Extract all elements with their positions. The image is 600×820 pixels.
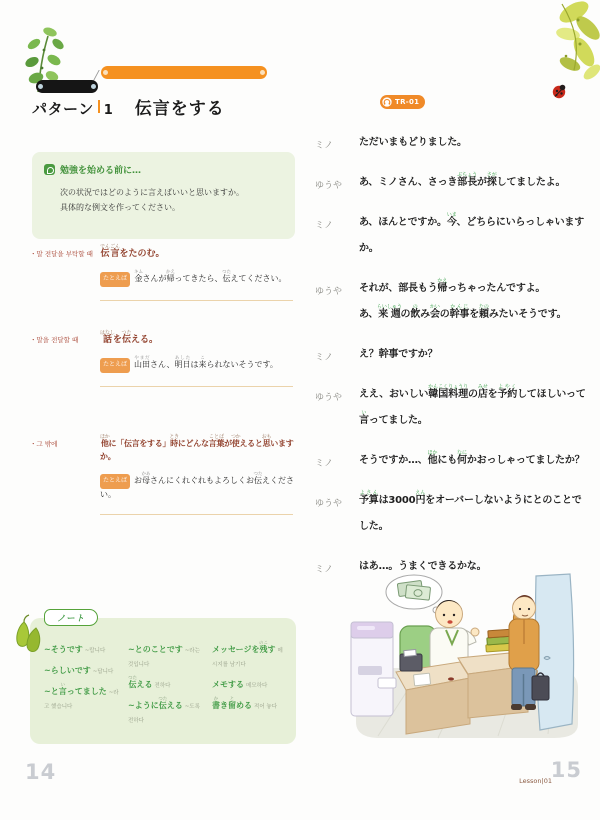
note-item [44, 663, 120, 677]
section-phrase: 他ほかに「伝言をする」時ときにどんな言葉ことばが使つかえると思おもいますか。 [100, 434, 294, 461]
note-tab: ノート [44, 609, 98, 626]
dialogue-turn [315, 130, 587, 156]
page-number-left: 14 [25, 760, 57, 784]
note-item [128, 698, 204, 726]
dialogue-speaker: ゆうや [315, 287, 343, 297]
section-korean-label: ・그 밖에 [30, 440, 58, 448]
dialogue-turn [315, 170, 587, 196]
title-divider [98, 100, 100, 113]
dialogue-turn [315, 276, 587, 328]
dialogue-turn [315, 342, 587, 368]
note-item [128, 677, 204, 691]
pattern-label: パターン [32, 100, 94, 118]
section-korean-label: ・말을 전달할 때 [30, 336, 79, 344]
lesson-label: Lesson|01 [519, 777, 552, 785]
dialogue-turn [315, 382, 587, 434]
example-badge: たとえば [100, 474, 130, 489]
note-column [44, 642, 120, 733]
note-japanese: ~ように伝つたえる [128, 697, 183, 710]
note-item [212, 698, 288, 712]
note-item [44, 642, 120, 656]
note-japanese: メモする [212, 680, 244, 689]
example-badge: たとえば [100, 272, 130, 287]
note-japanese: ~と言いってました [44, 683, 107, 696]
dialogue-turn [315, 210, 587, 262]
intro-box [32, 152, 295, 239]
page-number-right: 15 [550, 758, 582, 782]
pattern-section [30, 434, 296, 515]
note-column [212, 642, 288, 733]
note-box [30, 613, 296, 744]
note-item [128, 642, 204, 670]
headphones-icon [382, 97, 392, 107]
note-korean: 메모하다 [246, 683, 268, 689]
note-japanese: ~そうです [44, 645, 83, 654]
pattern-section [30, 244, 296, 301]
dialogue-speaker: ミノ [315, 221, 334, 231]
dialogue-speaker: ミノ [315, 353, 334, 363]
note-item [44, 684, 120, 712]
section-example: たとえば お母かあさんにくれぐれもよろしくお伝つたえください。 [100, 472, 295, 499]
intro-line: 次の状況ではどのように言えばいいと思いますか。 [60, 188, 244, 197]
note-korean: ~라는 것입니다 [128, 648, 200, 668]
note-korean: ~라고 했습니다 [44, 690, 119, 710]
note-korean: 적어 놓다 [254, 704, 278, 710]
section-phrase: 話はなしを伝つたえる。 [100, 330, 159, 345]
note-japanese: 伝つたえる [128, 676, 153, 689]
section-example: たとえば 山田やまださん、明日あしたは来こられないそうです。 [100, 356, 296, 373]
writing-line [100, 514, 293, 515]
page-title [32, 94, 225, 119]
note-japanese: ~とのことです [128, 645, 183, 654]
section-korean-label: ・말 전달을 부탁할 때 [30, 250, 93, 258]
note-japanese: メッセージを残のこす [212, 641, 276, 654]
pattern-number: 1 [103, 103, 113, 118]
note-korean: ~도록 전하다 [128, 704, 200, 724]
dialogue-speaker: ゆうや [315, 499, 343, 509]
intro-line: 具体的な例文を作ってください。 [60, 203, 180, 212]
writing-line [100, 300, 293, 301]
pattern-title: 伝言をする [134, 99, 225, 119]
header-bar-orange [101, 66, 267, 79]
pattern-section [30, 330, 296, 387]
dialogue-line: え？幹事ですか？ [359, 349, 438, 360]
dialogue-line: そうですか…、他ほかにも何なにかおっしゃってましたか？ [359, 450, 585, 466]
dialogue-speaker: ミノ [315, 459, 334, 469]
dialogue-turn [315, 488, 587, 540]
note-japanese: 書かき留とめる [212, 697, 252, 710]
ladybug-icon [551, 83, 568, 100]
note-korean: 전하다 [154, 683, 171, 689]
dialogue-line: はあ…。うまくできるかな。 [359, 561, 487, 572]
dialogue-turn [315, 448, 587, 474]
note-japanese: ~らしいです [44, 666, 91, 675]
section-phrase: 伝言でんごんをたのむ。 [100, 244, 165, 259]
dialogue-line: 言いってました。 [359, 410, 428, 426]
note-korean: ~답니다 [92, 669, 114, 675]
dialogue-line: ただいまもどりました。 [359, 137, 467, 148]
audio-track-badge[interactable] [380, 95, 425, 109]
office-illustration [348, 566, 584, 742]
section-example: たとえば 金キムさんが帰かえってきたら、伝つたえてください。 [100, 270, 296, 287]
dialogue-line: それが、部長もう帰かえっちゃったんですよ。 [359, 278, 546, 294]
example-badge: たとえば [100, 358, 130, 373]
writing-line [100, 386, 293, 387]
note-columns [30, 618, 296, 741]
note-korean: ~랍니다 [84, 648, 106, 654]
dialogue-line: あ、来週らいしゅうの飲のみ会かいの幹事かんじを頼たのみたいそうです。 [359, 304, 567, 320]
dialogue [315, 130, 587, 594]
dialogue-line: あ、ミノさん、さっき部長ぶちょうが探さがしてましたよ。 [359, 172, 566, 188]
note-korean: 메시지를 남기다 [212, 648, 283, 668]
header-bar-black [36, 80, 98, 93]
intro-heading: 勉強を始める前に… [60, 166, 142, 176]
note-item [212, 642, 288, 670]
dialogue-speaker: ゆうや [315, 393, 343, 403]
dialogue-line: あ、ほんとですか。今いま、どちらにいらっしゃいますか。 [359, 212, 585, 254]
note-column [128, 642, 204, 733]
sprout-badge-icon [44, 164, 55, 175]
intro-text [60, 185, 283, 215]
dialogue-line: 予算よさんは3000円えんをオーバーしないようにとのことでした。 [359, 490, 582, 532]
dialogue-speaker: ゆうや [315, 181, 343, 191]
pear-leaves-icon [14, 608, 46, 656]
dialogue-speaker: ミノ [315, 565, 334, 575]
dialogue-line: ええ、おいしい韓国料理かんこくりょうりの店みせを予約よやくしてほしいって [359, 384, 586, 400]
note-item [212, 677, 288, 691]
dialogue-speaker: ミノ [315, 141, 334, 151]
leaf-cluster-icon [522, 0, 600, 96]
audio-track-label: TR-01 [395, 98, 420, 106]
